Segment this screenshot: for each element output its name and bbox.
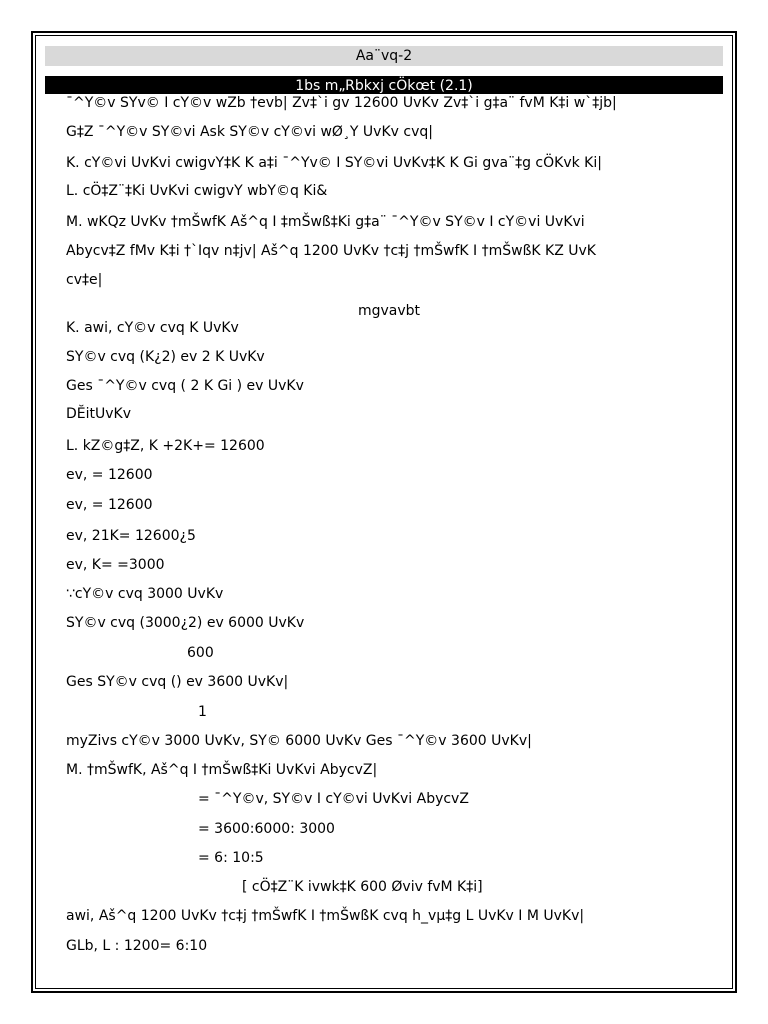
section-heading-bar bbox=[45, 76, 723, 94]
solution-line: SY©v cvq (3000¿2) ev 6000 UvKv bbox=[66, 615, 305, 631]
solution-line: ev, 21K= 12600¿5 bbox=[66, 528, 196, 544]
solution-line: ∵cY©v cvq 3000 UvKv bbox=[66, 586, 224, 602]
solution-line: Ges ¯^Y©v cvq ( 2 K Gi ) ev UvKv bbox=[66, 378, 304, 394]
problem-line-3: K. cY©vi UvKvi cwigvY‡K K a‡i ¯^Yv© I SY©vi UvKv‡K K Gi gva¨‡g cÖKvk Ki| bbox=[66, 155, 602, 171]
solution-line: awi, Aš^q 1200 UvKv †c‡j †mŠwfK I †mŠwßK cvq h_vµ‡g L UvKv I M UvKv| bbox=[66, 908, 585, 924]
solution-line: K. awi, cY©v cvq K UvKv bbox=[66, 320, 239, 336]
solution-line: SY©v cvq (K¿2) ev 2 K UvKv bbox=[66, 349, 265, 365]
solution-line: M. †mŠwfK, Aš^q I †mŠwß‡Ki UvKvi AbycvZ| bbox=[66, 762, 378, 778]
solution-line: [ cÖ‡Z¨K ivwk‡K 600 Øviv fvM K‡i] bbox=[242, 879, 483, 895]
problem-line-7: cv‡e| bbox=[66, 272, 103, 288]
solution-line: DĔitUvKv bbox=[66, 406, 132, 422]
solution-line: ev, K= =3000 bbox=[66, 557, 165, 573]
solution-line: 600 bbox=[187, 645, 214, 661]
problem-line-2: G‡Z ¯^Y©v SY©vi Ask SY©v cY©vi wØ¸Y UvKv cvq| bbox=[66, 124, 433, 140]
solution-line: myZivs cY©v 3000 UvKv, SY© 6000 UvKv Ges ¯^Y©v 3600 UvKv| bbox=[66, 733, 532, 749]
solution-line: L. kZ©g‡Z, K +2K+= 12600 bbox=[66, 438, 265, 454]
problem-line-4: L. cÖ‡Z¨‡Ki UvKvi cwigvY wbY©q Ki& bbox=[66, 183, 328, 199]
solution-line: = 3600:6000: 3000 bbox=[198, 821, 335, 837]
chapter-title-bar bbox=[45, 46, 723, 66]
solution-line: ev, = 12600 bbox=[66, 467, 153, 483]
section-heading: 1bs m„Rbkxj cÖkœt (2.1) bbox=[295, 78, 473, 94]
problem-line-5: M. wKQz UvKv †mŠwfK Aš^q I ‡mŠwß‡Ki g‡a¨ ¯^Y©v SY©v I cY©vi UvKvi bbox=[66, 214, 585, 230]
solution-heading: mgvavbt bbox=[358, 303, 421, 319]
solution-line: GLb, L : 1200= 6:10 bbox=[66, 938, 208, 954]
chapter-title: Aa¨vq-2 bbox=[355, 48, 413, 64]
solution-line: = ¯^Y©v, SY©v I cY©vi UvKvi AbycvZ bbox=[198, 791, 469, 807]
solution-line: = 6: 10:5 bbox=[198, 850, 264, 866]
solution-line: ev, = 12600 bbox=[66, 497, 153, 513]
problem-line-1: ¯^Y©v SYv© I cY©v wZb †evb| Zv‡`i gv 12600 UvKv Zv‡`i g‡a¨ fvM K‡i w`‡jb| bbox=[66, 95, 617, 111]
solution-line: Ges SY©v cvq () ev 3600 UvKv| bbox=[66, 674, 289, 690]
solution-line: 1 bbox=[198, 704, 207, 720]
problem-line-6: Abycv‡Z fMv K‡i †`Iqv n‡jv| Aš^q 1200 UvKv †c‡j †mŠwfK I †mŠwßK KZ UvK bbox=[66, 243, 596, 259]
